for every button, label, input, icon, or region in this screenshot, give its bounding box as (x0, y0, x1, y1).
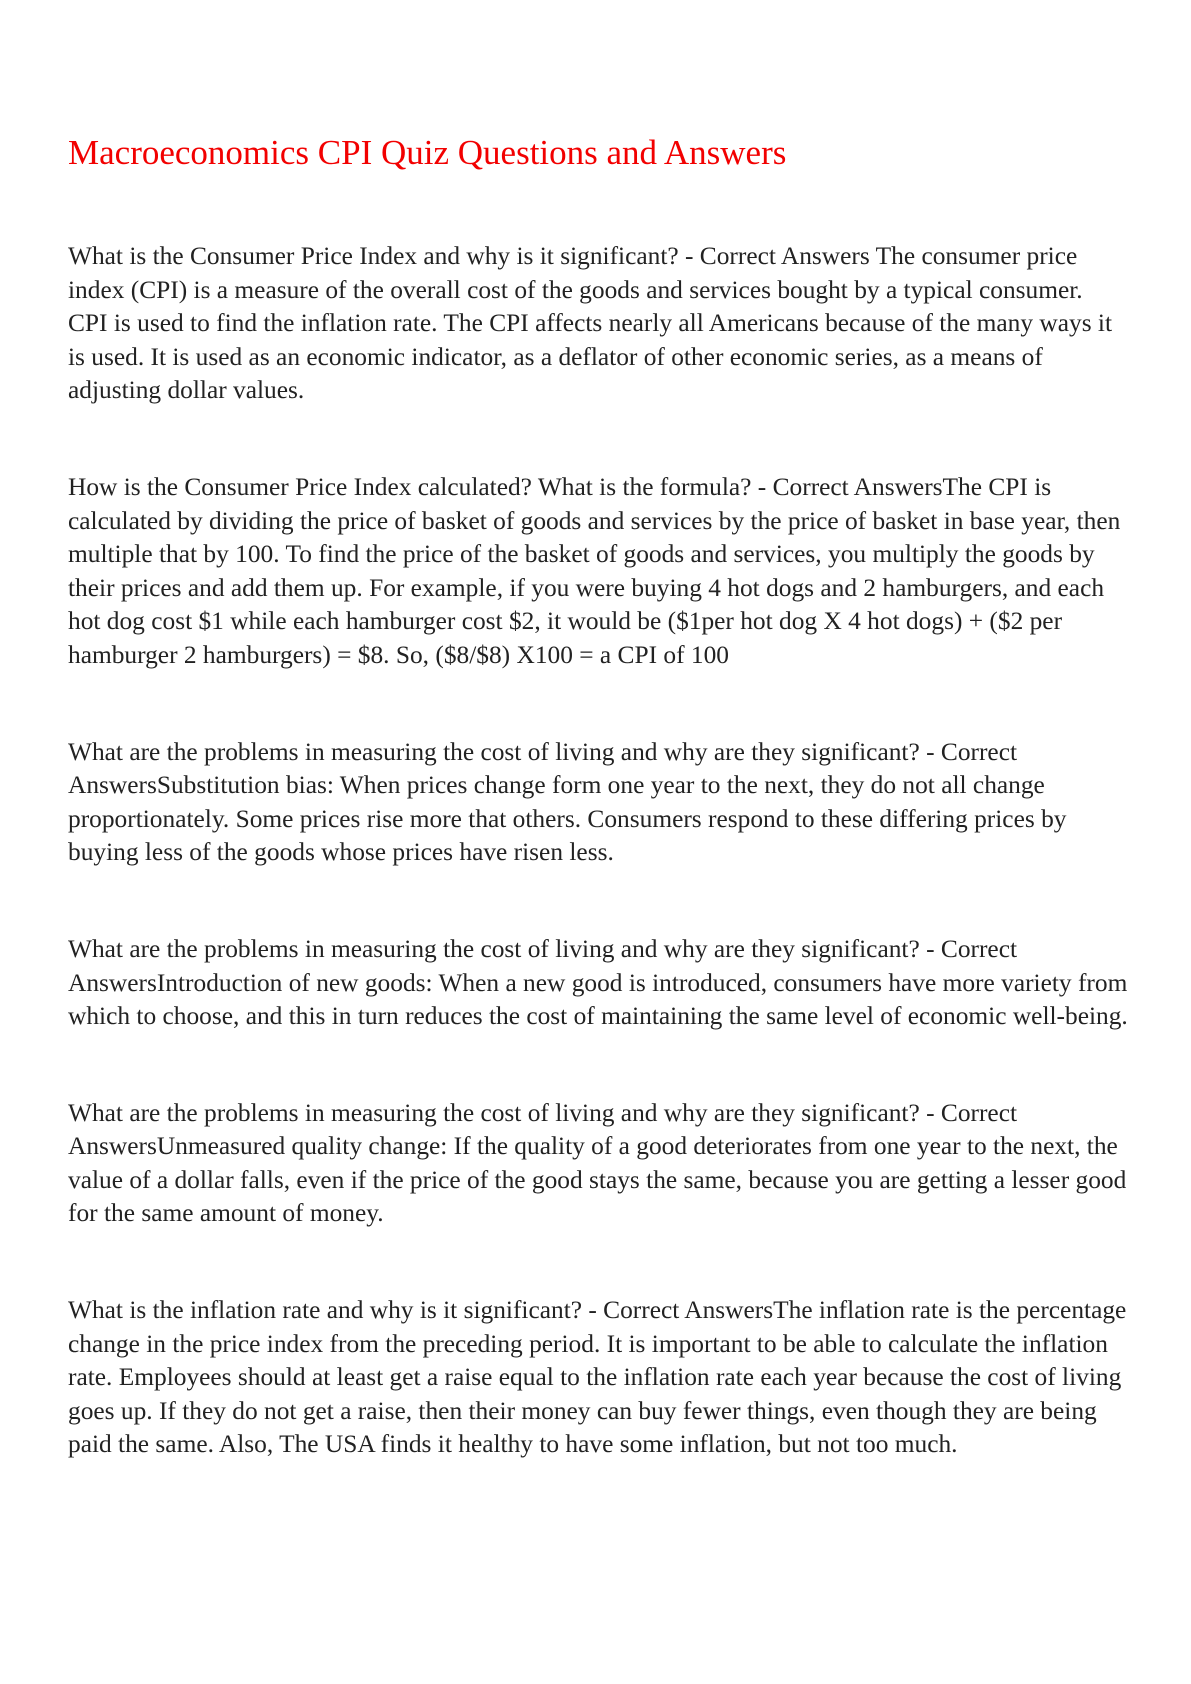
qa-item-cpi-calculation: How is the Consumer Price Index calculated? What is the formula? - Correct AnswersThe CPI is calculated by dividing the price of basket of goods and services by the price of basket in base year, then multiple that by 100. To find the price of the basket of goods and services, you multiply the goods by their prices and add them up. For example, if you were buying 4 hot dogs and 2 hamburgers, and each hot dog cost $1 while each hamburger cost $2, it would be ($1per hot dog X 4 hot dogs) + ($2 per hamburger 2 hamburgers) = $8. So, ($8/$8) X100 = a CPI of 100 (68, 472, 1121, 669)
qa-item-substitution-bias: What are the problems in measuring the cost of living and why are they significant? - Correct AnswersSubstitution bias: When prices change form one year to the next, they do not all change proportionately. Some prices rise more that others. Consumers respond to these differing prices by buying less of the goods whose prices have risen less. (68, 737, 1067, 867)
document-title: Macroeconomics CPI Quiz Questions and Answers (68, 133, 787, 172)
qa-item-quality-change: What are the problems in measuring the cost of living and why are they significant? - Correct AnswersUnmeasured quality change: If the quality of a good deteriorates from one year to the next, the value of a dollar falls, even if the price of the good stays the same, because you are getting a lesser good for the same amount of money. (68, 1098, 1127, 1228)
qa-item-inflation-rate: What is the inflation rate and why is it significant? - Correct AnswersThe inflation rate is the percentage change in the price index from the preceding period. It is important to be able to calculate the inflation rate. Employees should at least get a raise equal to the inflation rate each year because the cost of living goes up. If they do not get a raise, then their money can buy fewer things, even though they are being paid the same. Also, The USA finds it healthy to have some inflation, but not too much. (68, 1296, 1127, 1459)
qa-list (68, 240, 1128, 1462)
qa-item-new-goods: What are the problems in measuring the cost of living and why are they significant? - Correct AnswersIntroduction of new goods: When a new good is introduced, consumers have more variety from which to choose, and this in turn reduces the cost of maintaining the same level of economic well-being. (68, 934, 1128, 1031)
qa-item-cpi-definition: What is the Consumer Price Index and why is it significant? - Correct Answers The consumer price index (CPI) is a measure of the overall cost of the goods and services bought by a typical consumer. CPI is used to find the inflation rate. The CPI affects nearly all Americans because of the many ways it is used. It is used as an economic indicator, as a deflator of other economic series, as a means of adjusting dollar values. (68, 242, 1113, 405)
